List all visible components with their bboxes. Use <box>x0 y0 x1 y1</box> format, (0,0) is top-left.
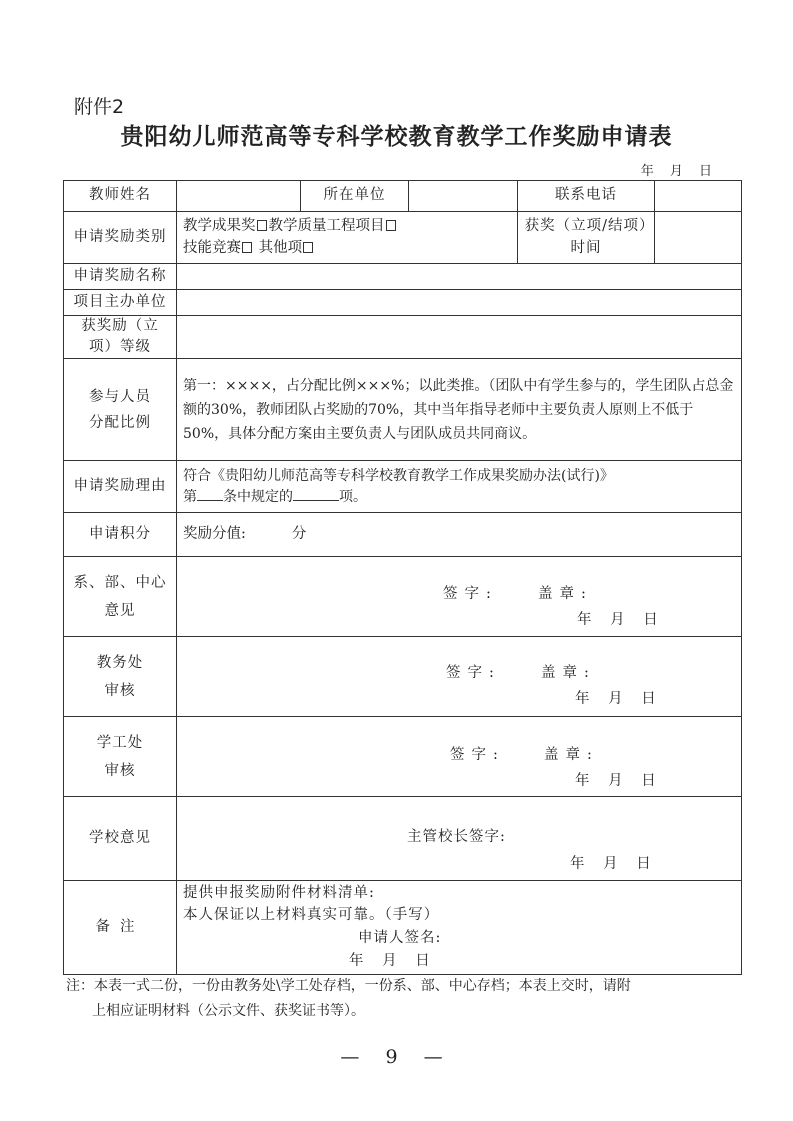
row-basic-info <box>64 181 742 212</box>
student-affairs-label: 学工处 审核 <box>64 717 177 797</box>
award-name-field[interactable] <box>177 264 742 290</box>
academic-seal-label: 盖章: <box>541 665 596 682</box>
student-date: 年 月 日 <box>575 773 663 790</box>
organizer-label: 项目主办单位 <box>64 290 177 316</box>
remarks-line-2: 本人保证以上材料真实可靠。（手写） <box>183 907 440 924</box>
academic-affairs-label: 教务处 审核 <box>64 637 177 717</box>
attachment-label: 附件2 <box>74 96 125 118</box>
unit-field[interactable] <box>409 181 518 212</box>
row-organizer <box>64 290 742 316</box>
dept-sign-label: 签字: <box>443 586 498 603</box>
dept-seal-label: 盖章: <box>538 586 593 603</box>
points-label: 申请积分 <box>64 513 177 557</box>
dept-date: 年 月 日 <box>577 612 665 629</box>
award-time-label: 获奖（立项/结项）时间 <box>518 212 655 264</box>
row-student-affairs <box>64 717 742 797</box>
article-blank[interactable] <box>197 500 223 501</box>
school-opinion-label: 学校意见 <box>64 797 177 881</box>
teacher-name-label: 教师姓名 <box>64 181 177 212</box>
award-time-field[interactable] <box>655 212 742 264</box>
row-academic-affairs <box>64 637 742 717</box>
school-date: 年 月 日 <box>570 856 658 873</box>
option-teaching-achievement[interactable]: 教学成果奖 <box>183 218 269 234</box>
option-skill-competition[interactable]: 技能竞赛 <box>183 240 254 256</box>
row-award-name <box>64 264 742 290</box>
organizer-field[interactable] <box>177 290 742 316</box>
option-other[interactable]: 其他项 <box>259 240 316 256</box>
item-blank[interactable] <box>293 500 339 501</box>
reason-label: 申请奖励理由 <box>64 461 177 513</box>
checkbox[interactable] <box>257 220 267 231</box>
participants-label: 参与人员 分配比例 <box>64 359 177 461</box>
applicant-sign-label: 申请人签名: <box>358 930 442 947</box>
dept-opinion-label: 系、部、中心 意见 <box>64 557 177 637</box>
checkbox[interactable] <box>303 242 313 253</box>
row-points <box>64 513 742 557</box>
unit-label: 所在单位 <box>301 181 409 212</box>
footnote <box>66 974 736 1024</box>
participants-description[interactable]: 第一：××××，占分配比例×××%；以此类推。（团队中有学生参与的，学生团队占总金额的30%，教师团队占奖励的70%，其中当年指导老师中主要负责人原则上不低于50%，具体分配方案由主要负责人与团队成员共同商议。 <box>177 359 742 461</box>
student-affairs-field[interactable] <box>177 717 742 797</box>
academic-affairs-field[interactable] <box>177 637 742 717</box>
reason-text: 符合《贵阳幼儿师范高等专科学校教育教学工作成果奖励办法(试行)》 第 条中规定的 项。 <box>177 461 742 513</box>
footnote-line-1: 注：本表一式二份，一份由教务处\学工处存档，一份系、部、中心存档；本表上交时，请附 <box>66 978 631 994</box>
remarks-label: 备注 <box>64 881 177 975</box>
row-reason <box>64 461 742 513</box>
award-category-label: 申请奖励类别 <box>64 212 177 264</box>
school-opinion-field[interactable] <box>177 797 742 881</box>
checkbox[interactable] <box>242 242 252 253</box>
row-award-level <box>64 316 742 359</box>
row-remarks <box>64 881 742 975</box>
option-teaching-quality[interactable]: 教学质量工程项目 <box>269 218 398 234</box>
remarks-line-1: 提供申报奖励附件材料清单: <box>183 885 375 902</box>
student-seal-label: 盖章: <box>544 747 599 764</box>
points-cell[interactable]: 奖励分值: 分 <box>177 513 742 557</box>
row-school-opinion <box>64 797 742 881</box>
phone-field[interactable] <box>655 181 742 212</box>
award-name-label: 申请奖励名称 <box>64 264 177 290</box>
award-level-field[interactable] <box>177 316 742 359</box>
academic-date: 年 月 日 <box>575 691 663 708</box>
award-level-label: 获奖励（立项）等级 <box>64 316 177 359</box>
principal-sign-label: 主管校长签字: <box>407 829 506 846</box>
application-form-table <box>63 180 742 975</box>
row-participants <box>64 359 742 461</box>
student-sign-label: 签字: <box>450 747 505 764</box>
row-dept-opinion <box>64 557 742 637</box>
checkbox[interactable] <box>386 220 396 231</box>
row-award-category <box>64 212 742 264</box>
header-date: 年 月 日 <box>640 164 718 179</box>
award-category-options <box>177 212 518 264</box>
academic-sign-label: 签字: <box>446 665 501 682</box>
remarks-field[interactable] <box>177 881 742 975</box>
teacher-name-field[interactable] <box>177 181 301 212</box>
remarks-date: 年 月 日 <box>349 953 437 970</box>
dept-opinion-field[interactable] <box>177 557 742 637</box>
page-number: — 9 — <box>340 1046 453 1068</box>
form-title: 贵阳幼儿师范高等专科学校教育教学工作奖励申请表 <box>120 123 673 150</box>
phone-label: 联系电话 <box>518 181 655 212</box>
footnote-line-2: 上相应证明材料（公示文件、获奖证书等）。 <box>92 1003 365 1019</box>
